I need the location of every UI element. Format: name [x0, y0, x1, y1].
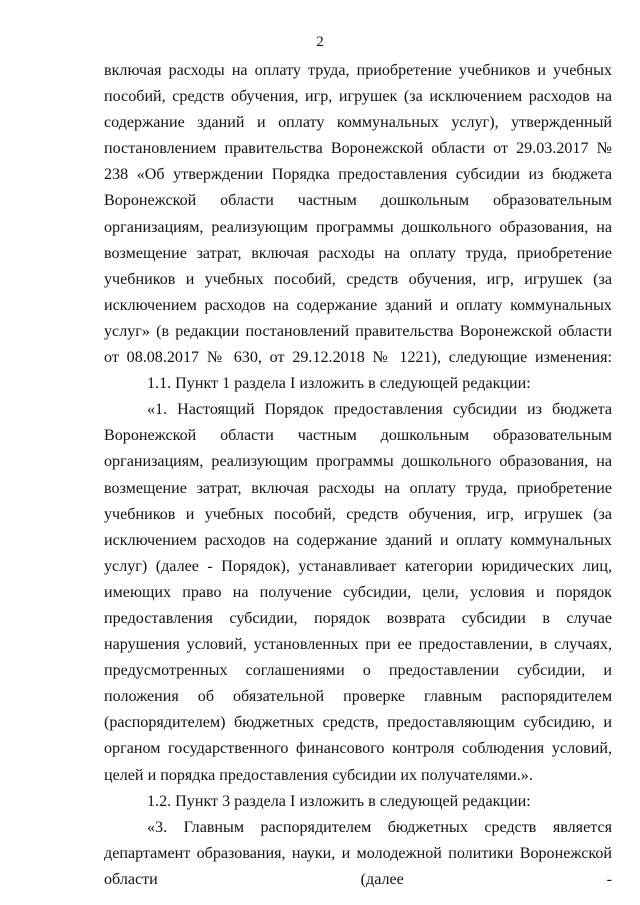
text-line: Воронежской области частным дошкольным образовательным организациям,: [104, 192, 612, 236]
text-line: постановлений правительства Воронежской области от 08.08.2017 № 630, от: [104, 322, 612, 367]
text-line: образования, науки, и молодежной политики Воронежской области (далее -: [104, 844, 612, 888]
paragraph-clause-3: [104, 815, 612, 893]
text-line: содержание зданий и оплату коммунальных услуг» (в редакции: [104, 296, 612, 340]
paragraph-clause-1: [104, 397, 612, 788]
text-line: «Об утверждении Порядка предоставления субсидии из бюджета: [136, 166, 612, 184]
text-line: распорядителем (распорядителем) бюджетных средств, предоставляющим: [104, 688, 612, 732]
text-line: субсидию, и органом государственного финансового контроля соблюдения: [104, 714, 613, 758]
text-line: «1. Настоящий Порядок предоставления субсидии из бюджета: [147, 401, 612, 419]
text-line: пособий, средств обучения, игр, игрушек (за исключением расходов на: [104, 505, 613, 549]
text-line: «3. Главным распорядителем бюджетных средств является департамент: [104, 818, 612, 862]
text-line: Воронежской области частным дошкольным образовательным организациям,: [104, 427, 612, 471]
text-line: реализующим программы дошкольного образования, на возмещение затрат,: [104, 218, 612, 262]
text-line: содержание зданий и оплату коммунальных услуг) (далее - Порядок),: [104, 531, 612, 575]
text-line: постановлением правительства Воронежской области от 29.03.2017 № 238: [104, 140, 612, 184]
text-line: 29.12.2018 № 1221), следующие изменения:: [292, 349, 612, 367]
text-line: содержание зданий и оплату коммунальных услуг), утвержденный: [104, 114, 612, 132]
text-line: 1.2. Пункт 3 раздела I изложить в следующей редакции:: [147, 792, 531, 810]
document-body: [104, 58, 612, 893]
paragraph-item-1-1: [104, 371, 612, 397]
page-number: 2: [316, 34, 324, 50]
text-line: включая расходы на оплату труда, приобретение учебников и учебных: [104, 244, 612, 288]
text-line: предоставлении субсидии, и положения об обязательной проверке главным: [104, 662, 612, 706]
text-line: условий, целей и порядка предоставления субсидии их получателями.».: [104, 740, 612, 784]
text-line: предоставлении, в случаях, предусмотренных соглашениями о: [104, 636, 612, 680]
text-line: субсидии, цели, условия и порядок предоставления субсидии, порядок: [104, 583, 613, 627]
text-line: включая расходы на оплату труда, приобретение учебников и учебных: [104, 62, 612, 79]
text-line: пособий, средств обучения, игр, игрушек (за исключением расходов на: [104, 88, 612, 106]
text-line: 1.1. Пункт 1 раздела I изложить в следующей редакции:: [147, 375, 531, 393]
text-line: включая расходы на оплату труда, приобретение учебников и учебных: [104, 479, 612, 523]
text-line: пособий, средств обучения, игр, игрушек (за исключением расходов на: [104, 270, 613, 314]
paragraph-item-1-2: [104, 789, 612, 815]
text-line: возврата субсидии в случае нарушения условий, установленных при ее: [104, 609, 612, 654]
paragraph-continuation: [104, 58, 612, 371]
text-line: устанавливает категории юридических лиц, имеющих право на получение: [104, 557, 612, 601]
text-line: реализующим программы дошкольного образования, на возмещение затрат,: [104, 453, 612, 497]
